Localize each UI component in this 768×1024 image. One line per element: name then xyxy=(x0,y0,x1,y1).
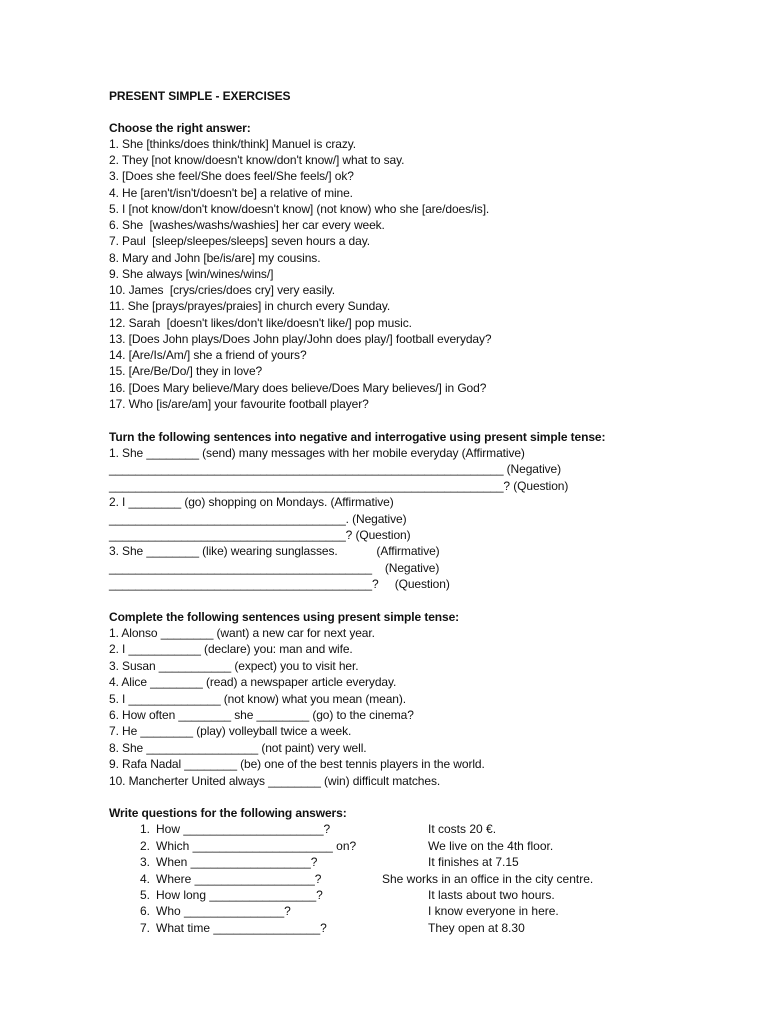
section3-item: 7. He ________ (play) volleyball twice a week. xyxy=(109,724,352,738)
section2-line: ________________________________________ (Negative) xyxy=(109,561,440,575)
section1-heading: Choose the right answer: xyxy=(109,121,251,135)
section3-item: 1. Alonso ________ (want) a new car for next year. xyxy=(109,626,375,640)
section4-heading: Write questions for the following answers: xyxy=(109,806,347,820)
section1-item: 4. He [aren't/isn't/doesn't be] a relative of mine. xyxy=(109,186,353,200)
section2-line: 3. She ________ (like) wearing sunglasses. (Affirmative) xyxy=(109,544,440,558)
section1-item: 9. She always [win/wines/wins/] xyxy=(109,267,274,281)
given-answer: We live on the 4th floor. xyxy=(428,839,554,853)
section2-line: ____________________________________________________________? (Question) xyxy=(109,479,569,493)
given-answer: She works in an office in the city centre. xyxy=(382,872,594,886)
section1-item: 17. Who [is/are/am] your favourite football player? xyxy=(109,397,369,411)
section3-item: 6. How often ________ she ________ (go) to the cinema? xyxy=(109,708,414,722)
section1-item: 10. James [crys/cries/does cry] very easily. xyxy=(109,283,336,297)
section1-item: 14. [Are/Is/Am/] she a friend of yours? xyxy=(109,348,307,362)
section1-item: 2. They [not know/doesn't know/don't know/] what to say. xyxy=(109,153,405,167)
question-prompt: What time ________________? xyxy=(156,921,327,935)
question-number: 7. xyxy=(139,921,150,935)
question-number: 6. xyxy=(139,904,150,918)
section3-heading: Complete the following sentences using present simple tense: xyxy=(109,610,460,624)
section3-item: 8. She _________________ (not paint) very well. xyxy=(109,741,367,755)
given-answer: I know everyone in here. xyxy=(428,904,559,918)
given-answer: They open at 8.30 xyxy=(428,921,525,935)
question-number: 2. xyxy=(139,839,150,853)
section1-item: 11. She [prays/prayes/praies] in church every Sunday. xyxy=(109,299,391,313)
section1-item: 7. Paul [sleep/sleepes/sleeps] seven hours a day. xyxy=(109,234,370,248)
section3-item: 2. I ___________ (declare) you: man and wife. xyxy=(109,642,353,656)
given-answer: It finishes at 7.15 xyxy=(428,855,519,869)
section2-line: 1. She ________ (send) many messages with her mobile everyday (Affirmative) xyxy=(109,446,525,460)
section1-item: 5. I [not know/don't know/doesn't know] (not know) who she [are/does/is]. xyxy=(109,202,490,216)
section1-item: 3. [Does she feel/She does feel/She feels/] ok? xyxy=(109,169,354,183)
question-number: 5. xyxy=(139,888,150,902)
section2-line: ____________________________________? (Question) xyxy=(109,528,411,542)
section2-line: ____________________________________________________________ (Negative) xyxy=(109,462,562,476)
section1-item: 15. [Are/Be/Do/] they in love? xyxy=(109,364,263,378)
section3-item: 4. Alice ________ (read) a newspaper article everyday. xyxy=(109,675,397,689)
section1-item: 13. [Does John plays/Does John play/John does play/] football everyday? xyxy=(109,332,492,346)
section3-item: 10. Mancherter United always ________ (win) difficult matches. xyxy=(109,774,441,788)
given-answer: It lasts about two hours. xyxy=(428,888,555,902)
question-prompt: Who _______________? xyxy=(156,904,291,918)
question-number: 3. xyxy=(139,855,150,869)
question-prompt: How long ________________? xyxy=(156,888,323,902)
section1-item: 16. [Does Mary believe/Mary does believe/Does Mary believes/] in God? xyxy=(109,381,487,395)
section1-item: 8. Mary and John [be/is/are] my cousins. xyxy=(109,251,321,265)
section1-item: 12. Sarah [doesn't likes/don't like/doesn't like/] pop music. xyxy=(109,316,412,330)
question-prompt: When __________________? xyxy=(156,855,318,869)
question-prompt: Where __________________? xyxy=(156,872,322,886)
section2-heading: Turn the following sentences into negative and interrogative using present simple tense: xyxy=(109,430,606,444)
question-number: 1. xyxy=(139,822,150,836)
question-prompt: How _____________________? xyxy=(156,822,331,836)
section2-line: 2. I ________ (go) shopping on Mondays. (Affirmative) xyxy=(109,495,394,509)
given-answer: It costs 20 €. xyxy=(428,822,497,836)
question-prompt: Which _____________________ on? xyxy=(156,839,357,853)
section3-item: 5. I ______________ (not know) what you mean (mean). xyxy=(109,692,406,706)
page-title: PRESENT SIMPLE - EXERCISES xyxy=(109,89,291,103)
section3-item: 3. Susan ___________ (expect) you to visit her. xyxy=(109,659,359,673)
section1-item: 1. She [thinks/does think/think] Manuel is crazy. xyxy=(109,137,357,151)
section2-line: ____________________________________. (Negative) xyxy=(109,512,407,526)
section1-item: 6. She [washes/washs/washies] her car every week. xyxy=(109,218,385,232)
section3-item: 9. Rafa Nadal ________ (be) one of the best tennis players in the world. xyxy=(109,757,485,771)
question-number: 4. xyxy=(139,872,150,886)
section2-line: ________________________________________? (Question) xyxy=(109,577,450,591)
